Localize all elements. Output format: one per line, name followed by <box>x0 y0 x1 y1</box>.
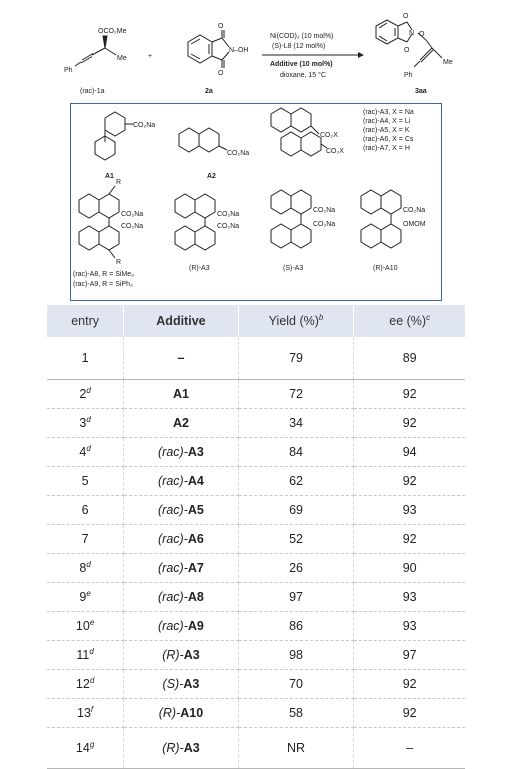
table-row <box>47 525 465 554</box>
reactant-1-phenyl-label: Ph <box>64 67 73 74</box>
table-row <box>47 380 465 409</box>
additive-name: A2 <box>172 416 189 430</box>
entry-number: 14 <box>75 741 90 756</box>
additive-cell <box>124 583 239 612</box>
table-row <box>47 641 465 670</box>
product-methyl-label: Me <box>443 59 453 66</box>
yield-cell: 79 <box>238 337 354 380</box>
ee-cell: 92 <box>354 670 465 699</box>
entry-number: 5 <box>81 474 89 489</box>
yield-cell: 98 <box>238 641 354 670</box>
a8-group-2: CO₂Na <box>121 223 144 230</box>
table-row <box>47 409 465 438</box>
binol-group-2: CO₂X <box>326 148 344 155</box>
entry-footnote: d <box>86 444 91 454</box>
x-list-5: (rac)-A7, X = H <box>363 145 410 152</box>
entry-number: 4 <box>79 445 87 460</box>
entry-cell <box>47 467 124 496</box>
entry-footnote: e <box>86 589 91 599</box>
product-structure <box>376 20 442 67</box>
header-ee-text: ee (%) <box>389 314 427 329</box>
entry-footnote: d <box>86 415 91 425</box>
additive-prefix: (S)- <box>162 677 184 691</box>
a2-structure <box>179 128 227 152</box>
header-yield <box>238 305 354 337</box>
entry-cell <box>47 525 124 554</box>
plus-sign: + <box>148 53 153 60</box>
header-additive: Additive <box>124 305 239 337</box>
ee-cell: 94 <box>354 438 465 467</box>
x-list-2: (rac)-A4, X = Li <box>363 118 411 125</box>
a8-r-top: R <box>116 179 122 186</box>
entry-number: 6 <box>81 503 89 518</box>
additive-prefix: (R)- <box>162 741 184 755</box>
ee-cell: 92 <box>354 467 465 496</box>
binol-group-1: CO₂X <box>320 132 338 139</box>
condition-ligand: (S)-L8 (12 mol%) <box>272 43 326 50</box>
additive-name: A3 <box>183 741 200 755</box>
table-header-row <box>47 305 465 337</box>
additive-cell <box>124 612 239 641</box>
r-a10-structure <box>361 190 401 248</box>
additive-prefix: (rac)- <box>158 445 188 459</box>
a8-a9-structure <box>79 186 119 258</box>
header-entry: entry <box>47 305 124 337</box>
yield-cell: 34 <box>238 409 354 438</box>
entry-cell <box>47 496 124 525</box>
entry-number: 13 <box>77 706 91 721</box>
product-nitrogen: N <box>409 30 415 37</box>
table-row <box>47 728 465 769</box>
reactant-2-n-oh-label: N–OH <box>229 47 249 54</box>
reactant-1-methyl-label: Me <box>117 55 127 62</box>
a10-group-2: OMOM <box>403 221 426 228</box>
condition-solvent: dioxane, 15 °C <box>280 72 326 79</box>
a10-label: (R)-A10 <box>373 265 398 272</box>
x-list-4: (rac)-A6, X = Cs <box>363 136 414 143</box>
header-ee-footnote: c <box>426 313 431 323</box>
reactant-1-carbonate-label: OCO₂Me <box>98 28 127 35</box>
ee-cell: 89 <box>354 337 465 380</box>
ee-cell: 92 <box>354 699 465 728</box>
ee-cell: 90 <box>354 554 465 583</box>
entry-cell <box>47 728 124 769</box>
entry-cell <box>47 380 124 409</box>
s-a3-group-1: CO₂Na <box>313 207 336 214</box>
ee-cell: 93 <box>354 496 465 525</box>
r-a3-group-2: CO₂Na <box>217 223 240 230</box>
entry-cell <box>47 337 124 380</box>
header-ee <box>354 305 465 337</box>
table-row <box>47 670 465 699</box>
a8-r-bottom: R <box>116 259 122 266</box>
yield-cell: 97 <box>238 583 354 612</box>
table-row <box>47 496 465 525</box>
binol-x-structure <box>271 108 327 156</box>
a10-group-1: CO₂Na <box>403 207 426 214</box>
a8-label: (rac)-A8, R = SiMe₃ <box>73 271 135 278</box>
entry-footnote: g <box>89 740 95 750</box>
condition-additive: Additive (10 mol%) <box>270 61 333 68</box>
entry-cell <box>47 583 124 612</box>
ee-cell: 93 <box>354 583 465 612</box>
entry-cell <box>47 699 124 728</box>
yield-cell: 72 <box>238 380 354 409</box>
entry-footnote: f <box>90 705 94 715</box>
reaction-scheme-drawing <box>0 0 515 100</box>
entry-footnote: d <box>89 676 95 686</box>
additive-name: A3 <box>187 445 204 459</box>
header-yield-footnote: b <box>318 313 324 323</box>
additive-cell <box>124 525 239 554</box>
entry-number: 10 <box>75 619 90 634</box>
a1-label: A1 <box>105 173 114 180</box>
yield-cell: 62 <box>238 467 354 496</box>
additive-name: A3 <box>183 648 200 662</box>
yield-cell: 70 <box>238 670 354 699</box>
additive-cell <box>124 699 239 728</box>
product-phenyl-label: Ph <box>404 72 413 79</box>
yield-cell: NR <box>238 728 354 769</box>
additive-cell <box>124 337 239 380</box>
x-list-1: (rac)-A3, X = Na <box>363 109 414 116</box>
entry-number: 11 <box>76 648 90 663</box>
entry-cell <box>47 612 124 641</box>
table-row <box>47 337 465 380</box>
table-row <box>47 438 465 467</box>
additive-name: A10 <box>180 706 204 720</box>
s-a3-group-2: CO₂Na <box>313 221 336 228</box>
r-a3-label: (R)-A3 <box>189 265 210 272</box>
s-a3-label: (S)-A3 <box>283 265 304 272</box>
ee-cell: 97 <box>354 641 465 670</box>
entry-number: 12 <box>75 677 90 692</box>
ee-cell: – <box>354 728 465 769</box>
results-table <box>47 305 465 769</box>
reactant-2-oxo-bottom: O <box>218 70 224 77</box>
entry-cell <box>47 670 124 699</box>
entry-cell <box>47 409 124 438</box>
condition-catalyst: Ni(COD)₂ (10 mol%) <box>270 33 334 40</box>
entry-footnote: d <box>86 560 91 570</box>
entry-cell <box>47 438 124 467</box>
reactant-2-label: 2a <box>205 88 213 95</box>
entry-number: 8 <box>79 561 87 576</box>
product-label: 3aa <box>415 88 427 95</box>
a2-label: A2 <box>207 173 216 180</box>
additive-prefix: (rac)- <box>158 561 188 575</box>
table-row <box>47 583 465 612</box>
header-yield-text: Yield (%) <box>268 314 319 329</box>
yield-cell: 52 <box>238 525 354 554</box>
yield-cell: 86 <box>238 612 354 641</box>
entry-number: 7 <box>81 532 89 547</box>
table-row <box>47 467 465 496</box>
additive-prefix: (R)- <box>158 706 181 720</box>
additive-name: A3 <box>183 677 200 691</box>
additive-structures-drawing <box>71 104 441 300</box>
additive-cell <box>124 409 239 438</box>
table-body <box>47 337 465 769</box>
entry-number: 1 <box>81 351 89 366</box>
additive-name: A7 <box>187 561 204 575</box>
product-oxygen: O <box>419 31 425 38</box>
reactant-2-structure <box>188 30 229 68</box>
entry-footnote: e <box>89 618 95 628</box>
yield-cell: 84 <box>238 438 354 467</box>
additive-cell <box>124 670 239 699</box>
table-row <box>47 612 465 641</box>
entry-footnote: d <box>86 386 91 396</box>
table-row <box>47 699 465 728</box>
additive-name: A8 <box>187 590 204 604</box>
yield-cell: 26 <box>238 554 354 583</box>
additive-name: A4 <box>187 474 204 488</box>
a9-label: (rac)-A9, R = SiPh₃ <box>73 281 133 288</box>
additive-prefix: (rac)- <box>158 532 188 546</box>
yield-cell: 58 <box>238 699 354 728</box>
additive-cell <box>124 728 239 769</box>
reaction-arrow-head <box>358 52 364 58</box>
additive-name: A9 <box>187 619 204 633</box>
s-a3-structure <box>271 190 311 248</box>
product-oxo-bottom: O <box>404 47 410 54</box>
reactant-2-oxo-top: O <box>218 23 224 30</box>
entry-number: 9 <box>79 590 87 605</box>
ee-cell: 92 <box>354 409 465 438</box>
entry-cell <box>47 554 124 583</box>
yield-cell: 69 <box>238 496 354 525</box>
entry-number: 2 <box>79 387 87 402</box>
x-list-3: (rac)-A5, X = K <box>363 127 410 134</box>
r-a3-structure <box>175 194 215 250</box>
entry-footnote: d <box>89 647 94 657</box>
product-oxo-top: O <box>403 13 409 20</box>
ee-cell: 93 <box>354 612 465 641</box>
a1-group: CO₂Na <box>133 122 156 129</box>
additive-name: A6 <box>187 532 204 546</box>
a2-group: CO₂Na <box>227 150 250 157</box>
additive-cell <box>124 380 239 409</box>
additive-name: A1 <box>172 387 189 401</box>
additive-name: A5 <box>187 503 204 517</box>
additive-prefix: (R)- <box>162 648 184 662</box>
additive-name: – <box>177 351 185 365</box>
additive-prefix: (rac)- <box>158 590 188 604</box>
additive-cell <box>124 496 239 525</box>
additive-cell <box>124 641 239 670</box>
reactant-1-structure <box>75 36 116 66</box>
a1-structure <box>95 112 133 160</box>
additive-prefix: (rac)- <box>158 619 188 633</box>
entry-number: 3 <box>79 416 87 431</box>
additive-prefix: (rac)- <box>158 503 188 517</box>
reactant-1-label: (rac)-1a <box>80 88 105 95</box>
r-a3-group-1: CO₂Na <box>217 211 240 218</box>
a8-group-1: CO₂Na <box>121 211 144 218</box>
ee-cell: 92 <box>354 380 465 409</box>
entry-cell <box>47 641 124 670</box>
additive-cell <box>124 554 239 583</box>
additive-cell <box>124 438 239 467</box>
ee-cell: 92 <box>354 525 465 554</box>
table-row <box>47 554 465 583</box>
reaction-scheme <box>0 0 515 100</box>
additive-structures-panel <box>70 103 442 301</box>
additive-cell <box>124 467 239 496</box>
additive-prefix: (rac)- <box>158 474 188 488</box>
